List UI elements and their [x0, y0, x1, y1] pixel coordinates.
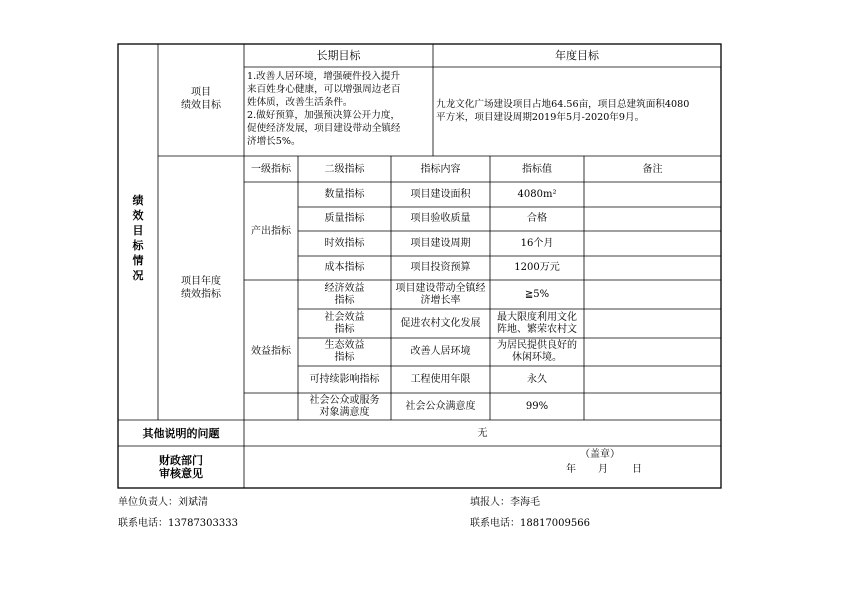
indicator-content-line: 项目验收质量 — [410, 213, 471, 224]
other-notes-label: 其他说明的问题 — [142, 427, 220, 440]
indicator-content-cell — [391, 283, 490, 307]
unit-head: 单位负责人：刘斌清 — [118, 497, 208, 508]
section-char: 情 — [132, 254, 144, 267]
indicator-content-line: 项目建设周期 — [410, 237, 471, 249]
annual-header: 年度目标 — [555, 49, 599, 62]
indicator-level2-cell — [298, 262, 391, 274]
project-goal-label: 项目 绩效目标 — [181, 87, 221, 111]
indicator-level2-cell — [298, 283, 391, 307]
indicator-content-cell — [391, 213, 490, 225]
indicator-level2-line: 指标 — [334, 352, 355, 363]
date-day: 日 — [632, 464, 642, 475]
indicator-content-line: 促进农村文化发展 — [400, 317, 481, 329]
section-char: 效 — [132, 209, 144, 222]
indicator-value-cell — [490, 312, 584, 336]
group-output: 产出指标 — [251, 226, 291, 237]
indicator-content-line: 工程使用年限 — [410, 373, 471, 385]
indicator-content-cell — [391, 189, 490, 201]
indicator-value-line: 阵地、繁荣农村文 — [497, 323, 577, 335]
indicator-content-cell — [391, 401, 490, 413]
indicator-content-cell — [391, 346, 490, 358]
indicator-level2-line: 数量指标 — [324, 188, 365, 200]
header-content: 指标内容 — [420, 164, 461, 175]
indicator-content-cell — [391, 318, 490, 330]
indicator-level2-line: 生态效益 — [324, 340, 365, 351]
date-year: 年 — [566, 464, 576, 475]
section-char: 绩 — [132, 194, 144, 207]
indicator-value-cell — [490, 213, 584, 225]
indicator-level2-line: 成本指标 — [324, 262, 365, 273]
indicator-value-line: ≧5% — [524, 288, 550, 300]
other-notes-value: 无 — [477, 428, 488, 439]
finance-review-label: 财政部门 审核意见 — [159, 454, 203, 480]
header-level2: 二级指标 — [324, 164, 365, 175]
header-level1: 一级指标 — [251, 164, 291, 175]
annual-goal-text: 九龙文化广场建设项目占地64.56亩，项目总建筑面积4080 平方米，项目建设周期2019年5月-2020年9月。 — [436, 99, 690, 123]
annual-indicators-label: 项目年度 绩效指标 — [181, 276, 221, 300]
indicator-content-line: 社会公众满意度 — [405, 400, 476, 412]
indicator-level2-line: 社会公众或服务 — [309, 394, 380, 406]
indicator-value-cell — [490, 289, 584, 301]
indicator-value-line: 为居民提供良好的 — [497, 340, 577, 351]
section-char: 标 — [132, 239, 144, 252]
indicator-value-cell — [490, 262, 584, 274]
indicator-level2-line: 指标 — [334, 323, 355, 335]
indicator-value-line: 合格 — [527, 213, 547, 224]
indicator-content-line: 济增长率 — [420, 294, 461, 306]
phone-left: 联系电话：13787303333 — [118, 518, 238, 529]
indicator-content-line: 项目投资预算 — [410, 262, 471, 273]
seal-text: （盖章） — [580, 449, 620, 460]
indicator-level2-line: 指标 — [334, 294, 355, 306]
long-term-goal-text: 1.改善人居环境，增强硬件投入提升 来百姓身心健康，可以增强周边老百 姓体质，改善生活条件。 2.做好预算，加强预决算公开力度， 促使经济发展，项目建设带动全镇经 济增长5%。 — [247, 71, 401, 147]
indicator-content-cell — [391, 374, 490, 386]
indicator-level2-line: 对象满意度 — [319, 406, 370, 418]
section-char: 目 — [132, 224, 144, 237]
indicator-level2-line: 可持续影响指标 — [309, 373, 380, 385]
indicator-level2-cell — [298, 238, 391, 250]
indicator-content-line: 改善人居环境 — [410, 346, 471, 357]
indicator-value-cell — [490, 401, 584, 413]
indicator-content-cell — [391, 238, 490, 250]
indicator-content-line: 项目建设面积 — [410, 188, 471, 200]
indicator-level2-line: 时效指标 — [324, 237, 365, 249]
indicator-level2-cell — [298, 189, 391, 201]
indicator-value-cell — [490, 238, 584, 250]
phone-right: 联系电话：18817009566 — [470, 518, 590, 529]
long-term-header: 长期目标 — [316, 49, 361, 62]
indicator-level2-line: 经济效益 — [324, 282, 365, 294]
indicator-value-line: 休闲环境。 — [512, 352, 562, 363]
indicator-level2-line: 质量指标 — [324, 213, 365, 224]
indicator-value-line: 4080m² — [517, 188, 557, 200]
indicator-content-line: 项目建设带动全镇经 — [395, 282, 486, 294]
indicator-level2-cell — [298, 340, 391, 364]
section-label — [131, 193, 145, 283]
group-benefit: 效益指标 — [251, 346, 291, 357]
indicator-value-line: 最大限度利用文化 — [497, 311, 577, 323]
header-value: 指标值 — [522, 164, 552, 175]
indicator-value-line: 1200万元 — [514, 262, 560, 273]
indicator-value-line: 16个月 — [520, 237, 554, 249]
indicator-content-cell — [391, 262, 490, 274]
indicator-value-cell — [490, 340, 584, 364]
filler: 填报人：李海毛 — [470, 497, 540, 508]
section-char: 况 — [132, 269, 144, 282]
indicator-value-cell — [490, 374, 584, 386]
indicator-level2-cell — [298, 374, 391, 386]
indicator-level2-line: 社会效益 — [324, 311, 365, 323]
indicator-level2-cell — [298, 395, 391, 419]
indicator-level2-cell — [298, 312, 391, 336]
indicator-value-line: 99% — [525, 400, 549, 412]
date-month: 月 — [598, 464, 608, 475]
indicator-value-line: 永久 — [527, 373, 547, 385]
header-remark: 备注 — [642, 164, 663, 175]
indicator-value-cell — [490, 189, 584, 201]
indicator-level2-cell — [298, 213, 391, 225]
